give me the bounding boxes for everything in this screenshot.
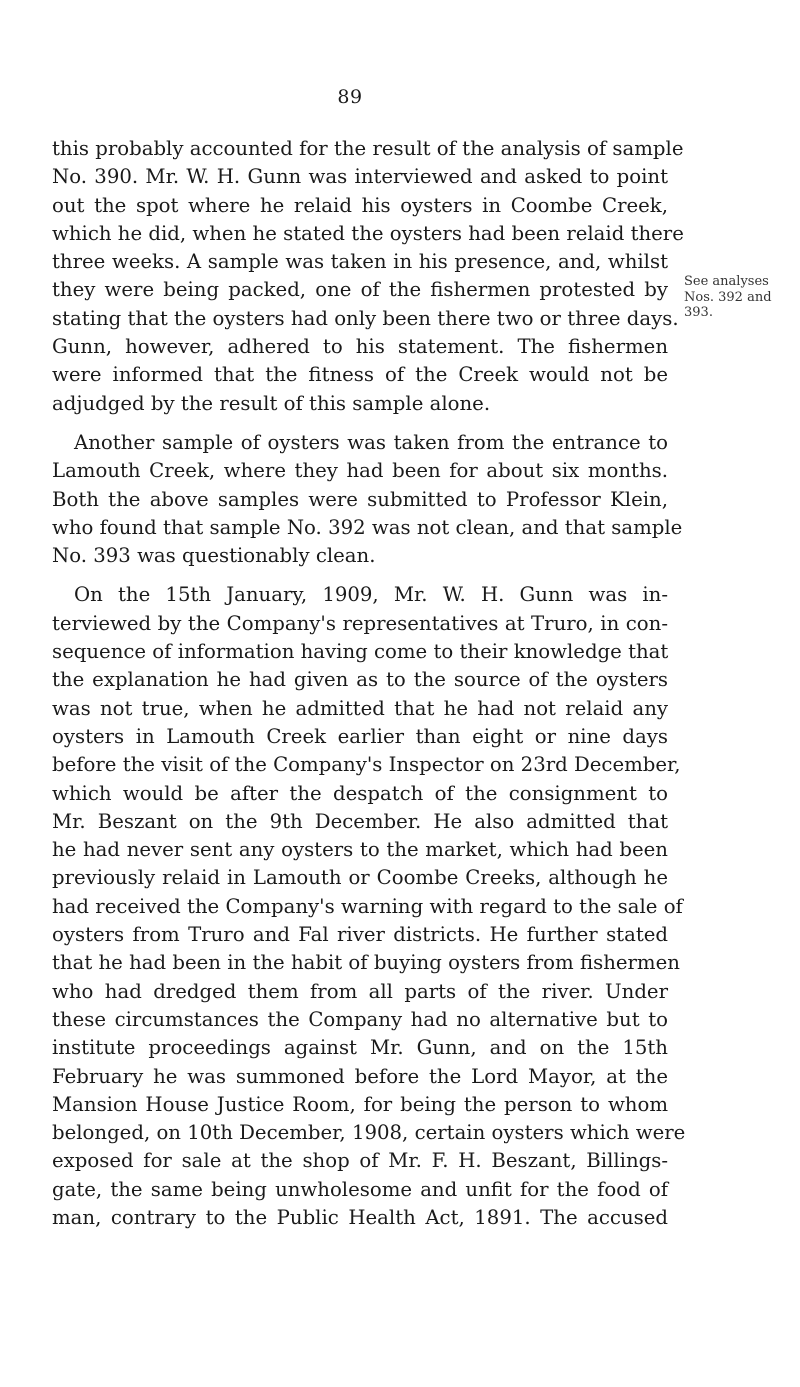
text-line: he had never sent any oysters to the market, which had been bbox=[52, 838, 668, 862]
marginal-note-line: 393. bbox=[684, 305, 713, 320]
page-number: 89 bbox=[337, 86, 363, 108]
text-line: before the visit of the Company's Inspector on 23rd December, bbox=[52, 753, 681, 777]
text-line: who had dredged them from all parts of the river. Under bbox=[52, 979, 668, 1003]
text-line: On the 15th January, 1909, Mr. W. H. Gunn was in- bbox=[74, 583, 668, 607]
text-line: Gunn, however, adhered to his statement. The fishermen bbox=[52, 335, 668, 359]
text-line: adjudged by the result of this sample alone. bbox=[52, 391, 491, 415]
text-line: previously relaid in Lamouth or Coombe Creeks, although he bbox=[52, 866, 668, 890]
text-line: these circumstances the Company had no alternative but to bbox=[52, 1007, 668, 1031]
body-text bbox=[52, 135, 686, 1232]
marginal-note-line: See analyses bbox=[684, 274, 769, 289]
text-line: man, contrary to the Public Health Act, 1891. The accused bbox=[52, 1205, 668, 1229]
text-line: was not true, when he admitted that he had not relaid any bbox=[52, 696, 668, 720]
text-line: that he had been in the habit of buying oysters from fishermen bbox=[52, 951, 680, 975]
text-line: the explanation he had given as to the source of the oysters bbox=[52, 668, 668, 692]
text-line: Both the above samples were submitted to Professor Klein, bbox=[52, 487, 668, 511]
text-line: oysters in Lamouth Creek earlier than eight or nine days bbox=[52, 724, 668, 748]
marginal-note bbox=[684, 274, 796, 321]
paragraph-1 bbox=[52, 135, 684, 418]
text-line: had received the Company's warning with regard to the sale of bbox=[52, 894, 683, 918]
text-line: this probably accounted for the result of the analysis of sample bbox=[52, 137, 684, 160]
text-line: stating that the oysters had only been there two or three days. bbox=[52, 306, 679, 330]
text-line: Mansion House Justice Room, for being the person to whom bbox=[52, 1092, 668, 1116]
text-line: terviewed by the Company's representatives at Truro, in con- bbox=[52, 611, 668, 635]
text-line: belonged, on 10th December, 1908, certain oysters which were bbox=[52, 1121, 686, 1145]
text-line: oysters from Truro and Fal river districts. He further stated bbox=[52, 923, 668, 947]
text-line: gate, the same being unwholesome and unfit for the food of bbox=[52, 1177, 668, 1201]
text-line: Mr. Beszant on the 9th December. He also admitted that bbox=[52, 809, 668, 833]
paragraph-3 bbox=[52, 581, 686, 1232]
text-line: which would be after the despatch of the consignment to bbox=[52, 781, 668, 805]
text-line: No. 393 was questionably clean. bbox=[52, 544, 376, 568]
text-line: Lamouth Creek, where they had been for about six months. bbox=[52, 459, 668, 483]
text-line: No. 390. Mr. W. H. Gunn was interviewed and asked to point bbox=[52, 165, 668, 189]
text-line: three weeks. A sample was taken in his presence, and, whilst bbox=[52, 250, 668, 274]
text-line: Another sample of oysters was taken from the entrance to bbox=[74, 430, 668, 454]
text-line: February he was summoned before the Lord Mayor, at the bbox=[52, 1064, 668, 1088]
text-line: which he did, when he stated the oysters had been relaid there bbox=[52, 221, 684, 245]
text-line: sequence of information having come to their knowledge that bbox=[52, 640, 669, 664]
text-line: out the spot where he relaid his oysters in Coombe Creek, bbox=[52, 193, 668, 217]
text-line: institute proceedings against Mr. Gunn, and on the 15th bbox=[52, 1036, 668, 1060]
text-line: were informed that the fitness of the Creek would not be bbox=[52, 363, 668, 387]
marginal-note-line: Nos. 392 and bbox=[684, 289, 772, 305]
text-line: who found that sample No. 392 was not clean, and that sample bbox=[52, 515, 683, 539]
text-line: exposed for sale at the shop of Mr. F. H. Beszant, Billings- bbox=[52, 1149, 668, 1173]
text-line: they were being packed, one of the fishermen protested by bbox=[52, 278, 668, 302]
paragraph-2 bbox=[52, 429, 683, 570]
